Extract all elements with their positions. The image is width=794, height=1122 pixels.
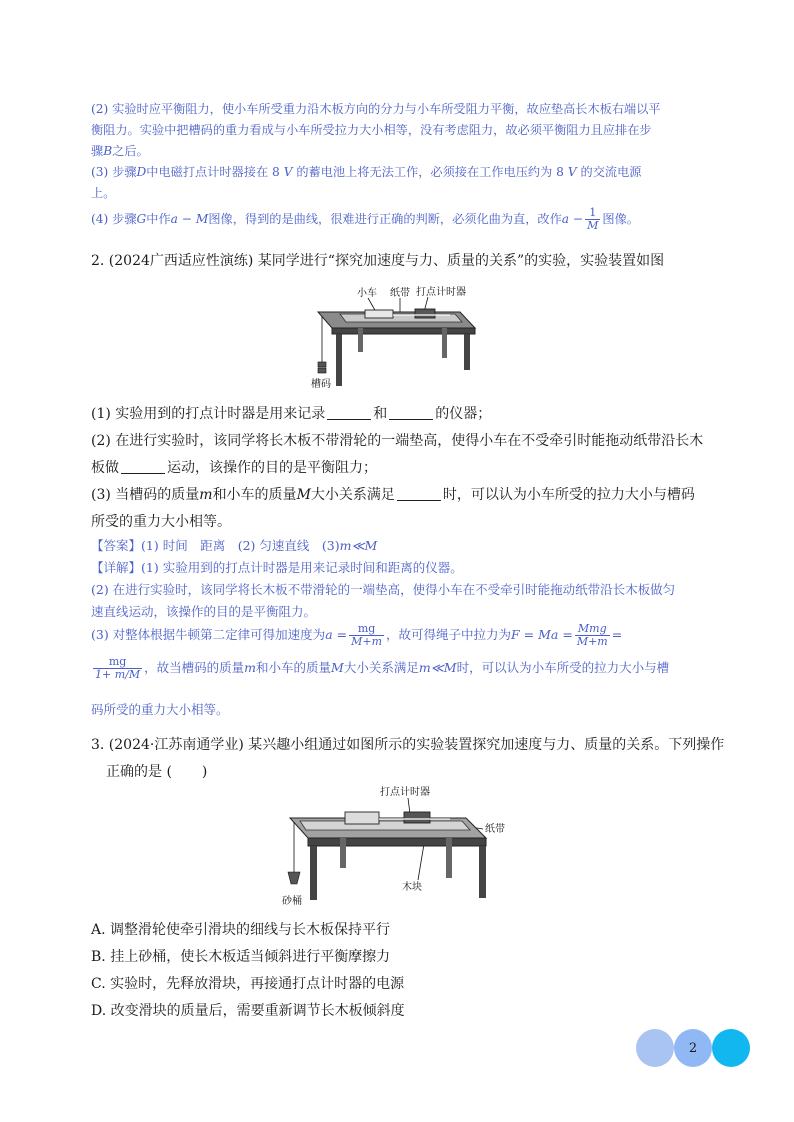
page-number: 2 <box>688 1040 698 1056</box>
apparatus-figure-1 <box>310 282 480 394</box>
solution-text: (4) 步骤 <box>91 212 137 226</box>
option-text: B. 挂上砂桶，使长木板适当倾斜进行平衡摩擦力 <box>91 949 391 965</box>
solution-line <box>91 162 711 183</box>
detail-text: (3) 对整体根据牛顿第二定律可得加速度为 <box>91 627 326 642</box>
question-2-part-3-cont <box>91 509 231 536</box>
figure-label-car: 小车 <box>357 288 377 299</box>
detail-text: 速直线运动，该操作的目的是平衡阻力。 <box>91 604 317 619</box>
figure-label-block: 木块 <box>402 882 422 893</box>
question-2-part-2-cont <box>91 455 377 482</box>
math-expr: a − M <box>170 212 209 226</box>
solution-line <box>91 141 711 162</box>
math-expr: F = Ma = <box>511 627 573 642</box>
solution-text: 上。 <box>91 186 116 200</box>
detail-text: 码所受的重力大小相等。 <box>91 702 229 717</box>
math-var: B <box>103 144 113 158</box>
math-unit: V <box>567 165 577 179</box>
frac-den: M+m <box>351 635 383 648</box>
detail-line-3-cont <box>91 656 669 681</box>
math-var: M <box>331 660 344 675</box>
solution-line <box>91 99 711 120</box>
figure-label-timer: 打点计时器 <box>380 787 430 798</box>
solution-text: 的蓄电池上将无法工作，必须接在工作电压约为 8 <box>292 165 568 179</box>
solution-text: 图像。 <box>602 212 639 226</box>
solution-text: 中作 <box>146 212 171 226</box>
question-2-stem <box>91 248 664 275</box>
math-var: D <box>136 165 147 179</box>
answer-blank[interactable] <box>397 486 441 501</box>
question-2-part-2 <box>91 428 703 455</box>
option-b[interactable] <box>91 944 390 971</box>
math-var: m <box>244 660 256 675</box>
frac-num: Mmg <box>575 623 610 636</box>
solution-line <box>91 120 711 141</box>
fraction <box>585 207 600 232</box>
question-text: 正确的是 ( <box>106 764 172 780</box>
detail-line-2-cont <box>91 601 316 622</box>
detail-text: 时，可以认为小车所受的拉力大小与槽 <box>456 660 670 675</box>
question-text: 和小车的质量 <box>212 487 297 503</box>
detail-line-3 <box>91 623 622 648</box>
figure-label-timer: 打点计时器 <box>416 287 466 298</box>
frac-num: 1 <box>585 207 600 220</box>
question-text: ) <box>201 764 208 780</box>
math-expr: m≪M <box>339 538 378 553</box>
option-text: C. 实验时，先释放滑块，再接通打点计时器的电源 <box>91 976 405 992</box>
math-unit: V <box>283 165 293 179</box>
option-text: A. 调整滑轮使牵引滑块的细线与长木板保持平行 <box>91 922 391 938</box>
page-number-badge <box>674 1029 712 1067</box>
detail-text: ，故当槽码的质量 <box>144 660 245 675</box>
page-decoration-circle-right <box>712 1029 750 1067</box>
detail-text: (2) 在进行实验时，该同学将长木板不带滑轮的一端垫高，使得小车在不受牵引时能拖动纸带沿长木板做匀 <box>91 582 676 597</box>
frac-num: mg <box>349 623 384 636</box>
question-text: 的仪器； <box>435 406 492 422</box>
math-expr: m≪M <box>418 660 457 675</box>
option-text: D. 改变滑块的质量后，需要重新调节长木板倾斜度 <box>91 1003 405 1019</box>
question-text: 运动，该操作的目的是平衡阻力； <box>167 460 377 476</box>
math-expr: = <box>611 627 623 642</box>
solution-line <box>91 207 711 232</box>
math-expr: a = <box>325 627 348 642</box>
math-var: G <box>136 212 147 226</box>
detail-line-1 <box>91 557 463 578</box>
question-2-part-1 <box>91 401 491 428</box>
question-text: (3) 当槽码的质量 <box>91 487 200 503</box>
detail-text: ，故可得绳子中拉力为 <box>386 627 512 642</box>
question-text: (1) 实验用到的打点计时器是用来记录 <box>91 406 326 422</box>
frac-num: mg <box>93 656 142 669</box>
question-text: 和 <box>373 406 388 422</box>
page-decoration-circle-left <box>636 1029 674 1067</box>
question-3-stem <box>91 732 724 759</box>
detail-line-3-end <box>91 699 229 720</box>
answer-blank[interactable] <box>121 459 165 474</box>
figure-label-weight: 槽码 <box>311 379 331 390</box>
answer-text: (1) 时间 距离 (2) 匀速直线 (3) <box>141 538 340 553</box>
answer-blank[interactable] <box>327 405 371 420</box>
solution-text: 图像，得到的是曲线，很难进行正确的判断，必须化曲为直，改作 <box>208 212 562 226</box>
solution-text: 衡阻力。实验中把槽码的重力看成与小车所受拉力大小相等，没有考虑阻力，故必须平衡阻力且应排在步 <box>91 123 652 137</box>
fraction <box>575 623 610 648</box>
question-text: 3. (2024·江苏南通学业) 某兴趣小组通过如图所示的实验装置探究加速度与力、质量的关系。下列操作 <box>91 737 725 753</box>
math-var: m <box>199 487 213 503</box>
solution-text: 中电磁打点计时器接在 8 <box>146 165 284 179</box>
figure-label-tape: 纸带 <box>390 288 410 299</box>
question-3-stem-cont <box>106 759 207 786</box>
answer-blank[interactable] <box>389 405 433 420</box>
question-text: 所受的重力大小相等。 <box>91 514 231 530</box>
fraction <box>93 656 142 681</box>
detail-text: 大小关系满足 <box>343 660 419 675</box>
solution-text: 骤 <box>91 144 104 158</box>
answer-line <box>91 535 377 556</box>
question-text: 板做 <box>91 460 119 476</box>
detail-text: (1) 实验用到的打点计时器是用来记录时间和距离的仪器。 <box>141 560 463 575</box>
solution-line <box>91 183 711 204</box>
option-d[interactable] <box>91 998 405 1025</box>
math-var: M <box>296 487 311 503</box>
question-text: (2) 在进行实验时，该同学将长木板不带滑轮的一端垫高，使得小车在不受牵引时能拖动纸带沿长木 <box>91 433 704 449</box>
detail-line-2 <box>91 579 675 600</box>
figure-label-tape: 纸带 <box>485 824 505 835</box>
question-2-part-3 <box>91 482 695 509</box>
solution-text: 的交流电源 <box>576 165 642 179</box>
math-expr: a − <box>561 212 584 226</box>
frac-den: M+m <box>576 635 608 648</box>
answer-tag: 【答案】 <box>91 538 142 553</box>
detail-tag: 【详解】 <box>91 560 142 575</box>
solution-text: (3) 步骤 <box>91 165 137 179</box>
option-a[interactable] <box>91 917 390 944</box>
solution-text: (2) 实验时应平衡阻力，使小车所受重力沿木板方向的分力与小车所受阻力平衡，故应垫高长木板右端以平 <box>91 102 661 116</box>
solution-text: 之后。 <box>112 144 149 158</box>
detail-text: 和小车的质量 <box>256 660 332 675</box>
question-text: 时，可以认为小车所受的拉力大小与槽码 <box>442 487 695 503</box>
figure-label-bucket: 砂桶 <box>282 896 302 907</box>
apparatus-figure-2 <box>280 784 510 908</box>
frac-den: M <box>587 219 599 232</box>
solution-continuation <box>91 99 711 232</box>
option-c[interactable] <box>91 971 404 998</box>
frac-den: 1+ m/M <box>95 668 141 681</box>
question-text: 大小关系满足 <box>310 487 395 503</box>
fraction <box>349 623 384 648</box>
question-text: 2. (2024广西适应性演练) 某同学进行“探究加速度与力、质量的关系”的实验，实验装置如图 <box>91 253 665 269</box>
